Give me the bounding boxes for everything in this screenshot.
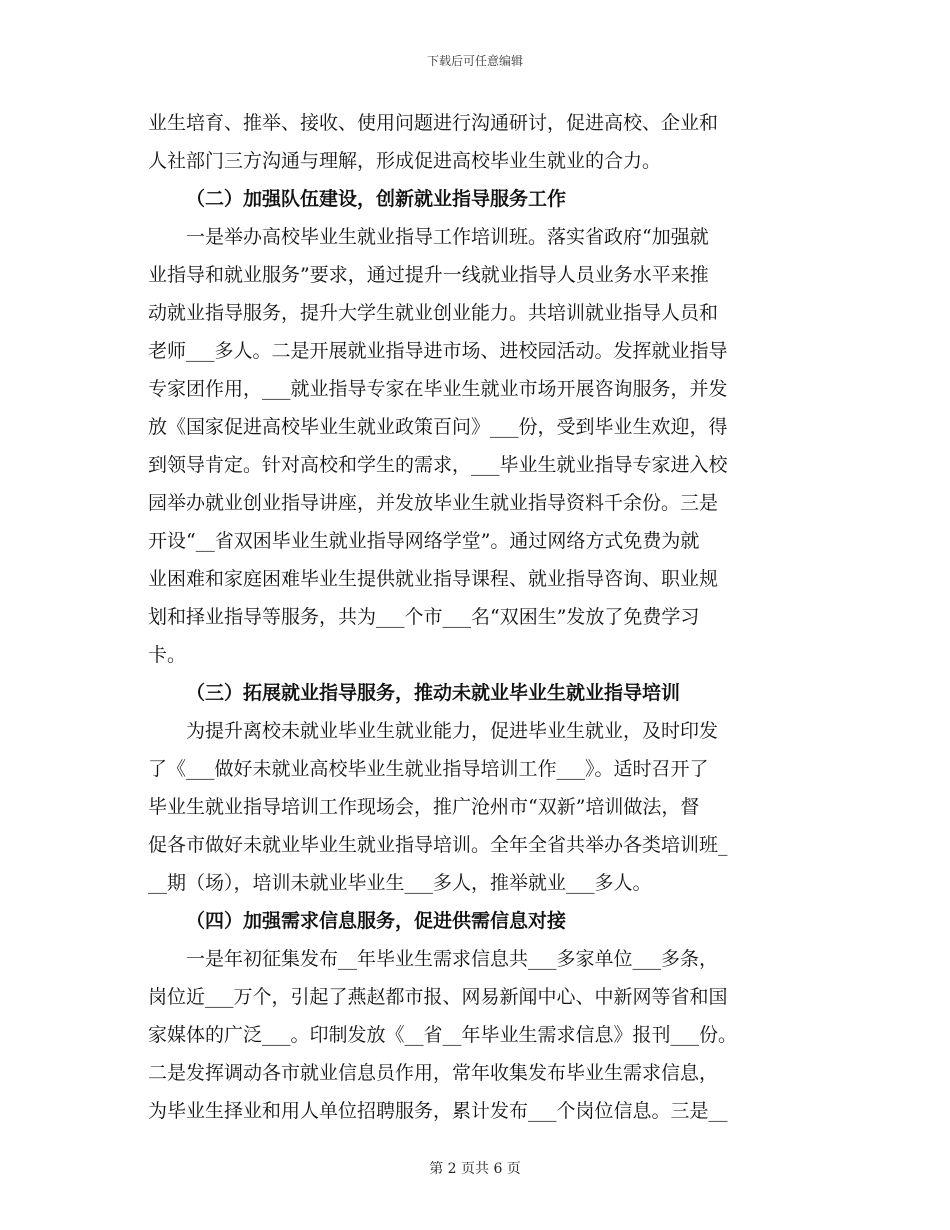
body-line: 了《___做好未就业高校毕业生就业指导培训工作___》。适时召开了 bbox=[148, 758, 709, 780]
body-line: 岗位近___万个，引起了燕赵都市报、网易新闻中心、中新网等省和国 bbox=[148, 986, 728, 1008]
body-line: 专家团作用，___就业指导专家在毕业生就业市场开展咨询服务，并发 bbox=[148, 378, 728, 400]
page-header-note: 下载后可任意编辑 bbox=[426, 54, 523, 68]
section-heading: （四）加强需求信息服务，促进供需信息对接 bbox=[186, 910, 567, 932]
section-heading: （二）加强队伍建设，创新就业指导服务工作 bbox=[186, 188, 567, 210]
body-line: 开设“__省双困毕业生就业指导网络学堂”。通过网络方式免费为就 bbox=[148, 530, 700, 552]
body-line: 促各市做好未就业毕业生就业指导培训。全年全省共举办各类培训班_ bbox=[148, 834, 728, 856]
body-line: 园举办就业创业指导讲座，并发放毕业生就业指导资料千余份。三是 bbox=[148, 492, 719, 514]
body-line: 家媒体的广泛___。印制发放《__省__年毕业生需求信息》报刊___份。 bbox=[148, 1024, 738, 1046]
body-line: 老师___多人。二是开展就业指导进市场、进校园活动。发挥就业指导 bbox=[148, 340, 728, 362]
body-line: 一是年初征集发布__年毕业生需求信息共___多家单位___多条， bbox=[186, 948, 719, 970]
body-line: 业指导和就业服务”要求，通过提升一线就业指导人员业务水平来推 bbox=[148, 264, 709, 286]
body-line: 业困难和家庭困难毕业生提供就业指导课程、就业指导咨询、职业规 bbox=[148, 568, 719, 590]
body-line: 为提升离校未就业毕业生就业能力，促进毕业生就业，及时印发 bbox=[186, 720, 719, 742]
body-line: 毕业生就业指导培训工作现场会，推广沧州市“双新”培训做法，督 bbox=[148, 796, 700, 818]
body-line: __期（场），培训未就业毕业生___多人，推举就业___多人。 bbox=[148, 872, 652, 894]
section-heading: （三）拓展就业指导服务，推动未就业毕业生就业指导培训 bbox=[186, 682, 681, 704]
body-line: 划和择业指导等服务，共为___个市___名“双困生”发放了免费学习 bbox=[148, 606, 700, 628]
body-line: 卡。 bbox=[148, 644, 187, 666]
body-line: 动就业指导服务，提升大学生就业创业能力。共培训就业指导人员和 bbox=[148, 302, 719, 324]
page-number-footer: 第 2 页共 6 页 bbox=[429, 1161, 521, 1177]
body-line: 业生培育、推举、接收、使用问题进行沟通研讨，促进高校、企业和 bbox=[148, 112, 719, 134]
body-line: 放《国家促进高校毕业生就业政策百问》___份，受到毕业生欢迎，得 bbox=[148, 416, 728, 438]
body-line: 二是发挥调动各市就业信息员作用，常年收集发布毕业生需求信息， bbox=[148, 1062, 719, 1084]
document-body bbox=[148, 104, 808, 1130]
body-line: 人社部门三方沟通与理解，形成促进高校毕业生就业的合力。 bbox=[148, 150, 662, 172]
body-line: 为毕业生择业和用人单位招聘服务，累计发布___个岗位信息。三是__ bbox=[148, 1100, 728, 1122]
body-line: 到领导肯定。针对高校和学生的需求，___毕业生就业指导专家进入校 bbox=[148, 454, 728, 476]
body-line: 一是举办高校毕业生就业指导工作培训班。落实省政府“加强就 bbox=[186, 226, 709, 248]
